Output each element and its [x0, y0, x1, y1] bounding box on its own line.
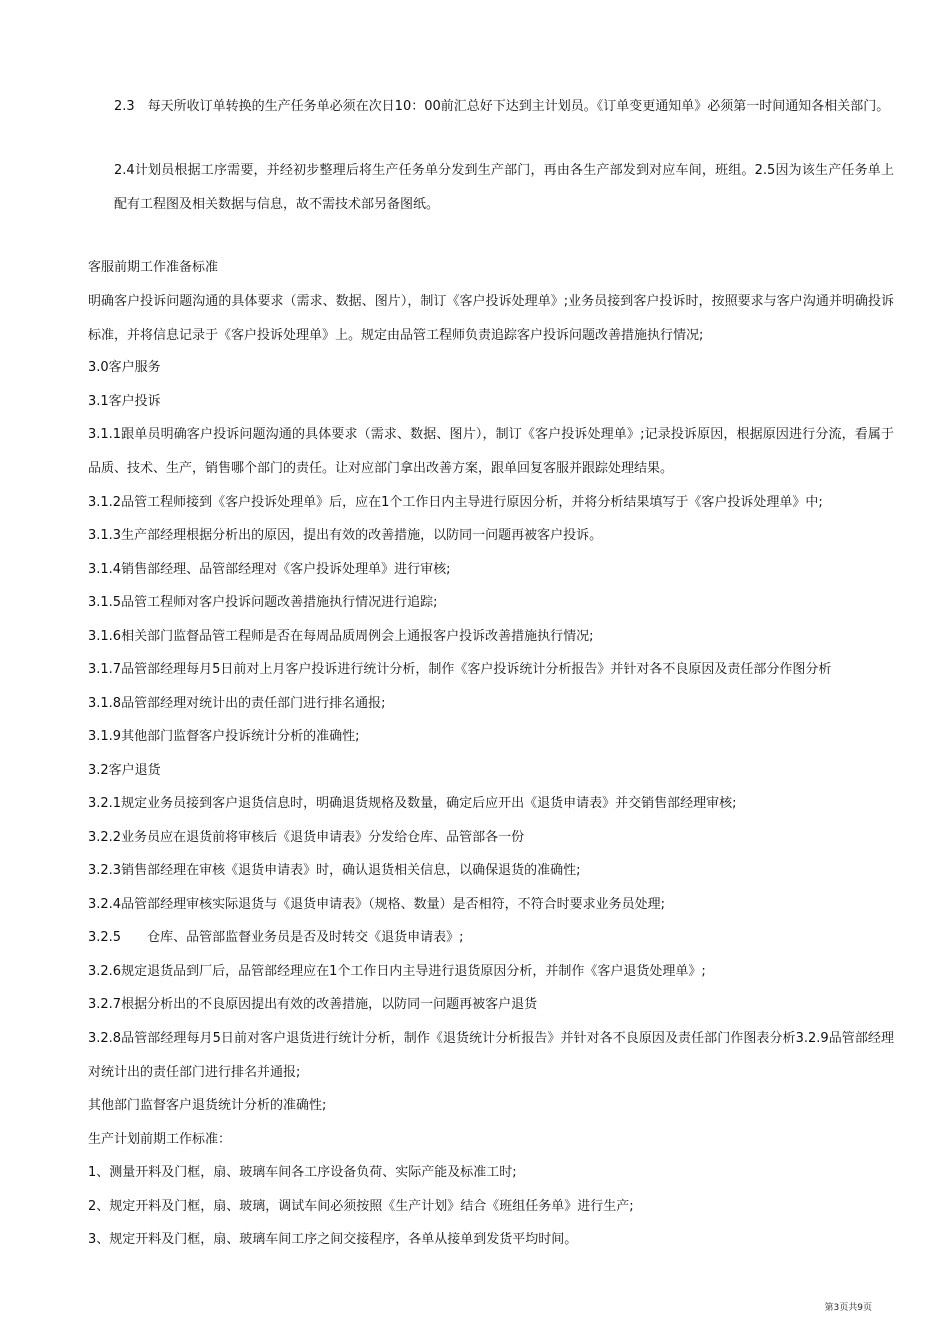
paragraph-3-1-5: 3.1.5品管工程师对客户投诉问题改善措施执行情况进行追踪; [88, 595, 438, 610]
paragraph-3-1-3: 3.1.3生产部经理根据分析出的原因，提出有效的改善措施，以防同一问题再被客户投诉。 [88, 528, 603, 543]
paragraph-3-2-4: 3.2.4品管部经理审核实际退货与《退货申请表》（规格、数量）是否相符，不符合时要求业务员处理; [88, 897, 665, 912]
paragraph-3-1-4: 3.1.4销售部经理、品管部经理对《客户投诉处理单》进行审核; [88, 562, 451, 577]
paragraph-3-2-7: 3.2.7根据分析出的不良原因提出有效的改善措施，以防同一问题再被客户退货 [88, 997, 538, 1012]
paragraph-3-2-8: 3.2.8品管部经理每月5日前对客户退货进行统计分析，制作《退货统计分析报告》并针对各不良原因及责任部门作图表分析3.2.9品管部经理对统计出的责任部门进行排名并通报; [88, 1031, 894, 1080]
paragraph-2-4: 2.4计划员根据工序需要，并经初步整理后将生产任务单分发到生产部门，再由各生产部发到对应车间，班组。2.5因为该生产任务单上配有工程图及相关数据与信息，故不需技术部另备图纸。 [114, 163, 894, 212]
list-item-3: 3、规定开料及门框，扇、玻璃车间工序之间交接程序，各单从接单到发货平均时间。 [88, 1232, 578, 1247]
section-heading-3-0: 3.0客户服务 [88, 360, 161, 375]
paragraph-3-1-8: 3.1.8品管部经理对统计出的责任部门进行排名通报; [88, 696, 386, 711]
paragraph-3-1-2: 3.1.2品管工程师接到《客户投诉处理单》后，应在1个工作日内主导进行原因分析，并将分析结果填写于《客户投诉处理单》中; [88, 495, 823, 510]
page-number-footer: 第3页共9页 [824, 1303, 872, 1313]
paragraph-3-2-2: 3.2.2业务员应在退货前将审核后《退货申请表》分发给仓库、品管部各一份 [88, 830, 525, 845]
paragraph-3-1-9: 3.1.9其他部门监督客户投诉统计分析的准确性; [88, 729, 360, 744]
paragraph-3-1-6: 3.1.6相关部门监督品管工程师是否在每周品质周例会上通报客户投诉改善措施执行情况; [88, 629, 594, 644]
paragraph-complaint-requirements: 明确客户投诉问题沟通的具体要求（需求、数据、图片），制订《客户投诉处理单》;业务员接到客户投诉时，按照要求与客户沟通并明确投诉标准，并将信息记录于《客户投诉处理单》上。规定由品管工程师负责追踪客户投诉问题改善措施执行情况; [88, 294, 894, 343]
list-item-1: 1、测量开料及门框，扇、玻璃车间各工序设备负荷、实际产能及标准工时; [88, 1165, 517, 1180]
section-heading-3-1: 3.1客户投诉 [88, 394, 161, 409]
paragraph-3-2-1: 3.2.1规定业务员接到客户退货信息时，明确退货规格及数量，确定后应开出《退货申请表》并交销售部经理审核; [88, 796, 737, 811]
paragraph-other-departments: 其他部门监督客户退货统计分析的准确性; [88, 1098, 327, 1113]
paragraph-3-1-1: 3.1.1跟单员明确客户投诉问题沟通的具体要求（需求、数据、图片），制订《客户投诉处理单》;记录投诉原因，根据原因进行分流，看属于品质、技术、生产，销售哪个部门的责任。让对应部门拿出改善方案，跟单回复客服并跟踪处理结果。 [88, 427, 894, 476]
paragraph-3-2-3: 3.2.3销售部经理在审核《退货申请表》时，确认退货相关信息，以确保退货的准确性; [88, 863, 581, 878]
section-heading-production-plan: 生产计划前期工作标准： [88, 1132, 232, 1147]
list-item-2: 2、规定开料及门框，扇、玻璃，调试车间必须按照《生产计划》结合《班组任务单》进行生产; [88, 1199, 634, 1214]
paragraph-2-3: 2.3 每天所收订单转换的生产任务单必须在次日10：00前汇总好下达到主计划员。《订单变更通知单》必须第一时间通知各相关部门。 [114, 99, 890, 114]
section-heading-customer-service-prep: 客服前期工作准备标准 [88, 260, 219, 275]
paragraph-3-2-6: 3.2.6规定退货品到厂后，品管部经理应在1个工作日内主导进行退货原因分析，并制作《客户退货处理单》; [88, 964, 706, 979]
section-heading-3-2: 3.2客户退货 [88, 763, 161, 778]
paragraph-3-1-7: 3.1.7品管部经理每月5日前对上月客户投诉进行统计分析，制作《客户投诉统计分析报告》并针对各不良原因及责任部分作图分析 [88, 662, 832, 677]
paragraph-3-2-5: 3.2.5 仓库、品管部监督业务员是否及时转交《退货申请表》; [88, 930, 464, 945]
